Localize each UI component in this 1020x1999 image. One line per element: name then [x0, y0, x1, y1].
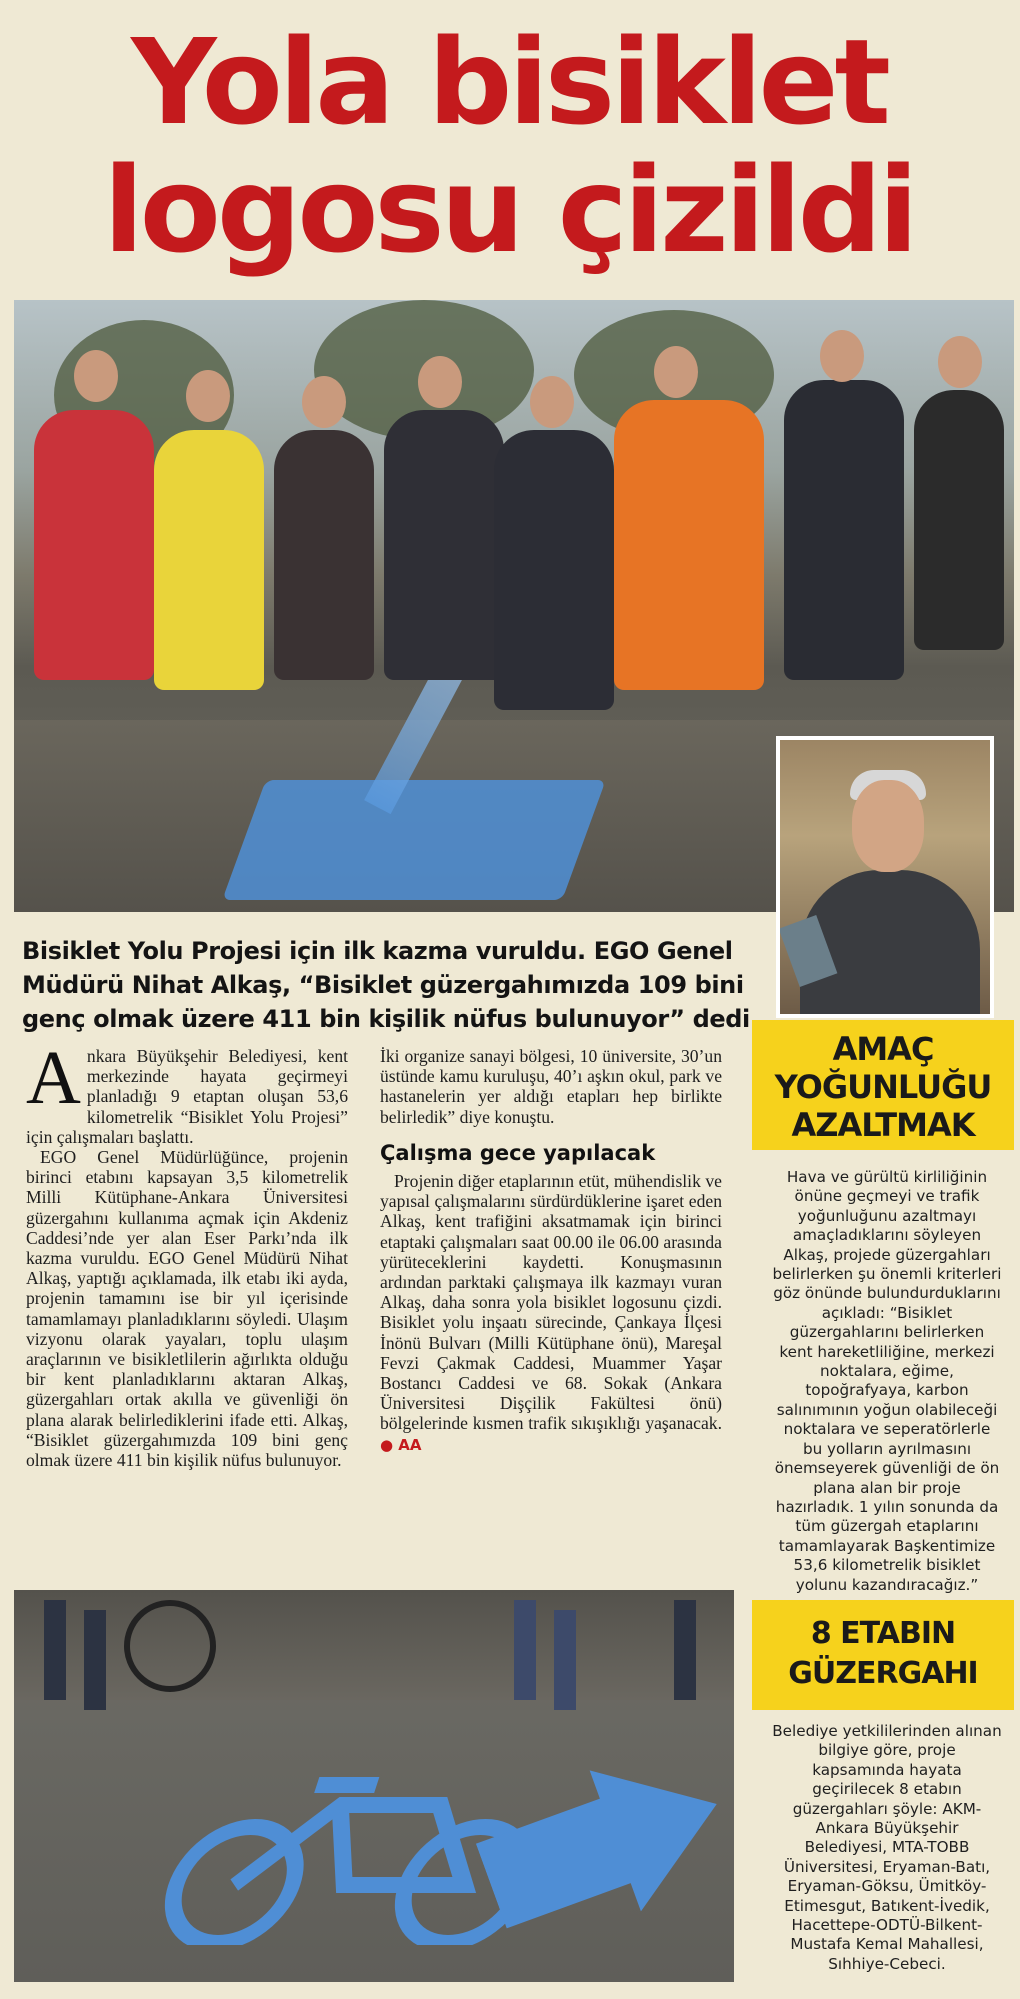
headline-line-2: logosu çizildi — [103, 141, 915, 279]
source-credit: ● AA — [380, 1435, 422, 1454]
bike-stencil — [222, 780, 606, 900]
sidebar-title-line: 8 ETABIN — [810, 1616, 956, 1651]
headline-line-1: Yola bisiklet — [131, 13, 887, 151]
sidebar-title-line: AMAÇ — [832, 1030, 934, 1068]
article-paragraph: Projenin diğer etaplarının etüt, mühendislik ve yapısal çalışmalarını sürdürdüklerine işaret eden Alkaş, kent trafiğini aksatmamak için birinci etaptaki çalışmaları saat 00.00 ile 06.00 arasında yürüteceklerini kaydetti. Konuşmasının ardından parktaki çalışmaya ilk kazmayı vuran Alkaş, daha sonra yola bisiklet logosunu çizdi. Bisiklet yolu inşaatı sürecinde, Çankaya İlçesi İnönü Bulvarı (Milli Kütüphane önü), Mareşal Fevzi Çakmak Caddesi, Muammer Yaşar Bostancı Caddesi ve 68. Sokak (Ankara Üniversitesi Dişçilik Fakültesi önü) bölgelerinde kısmen trafik sıkışıklığı yaşanacak. ● AA — [380, 1171, 722, 1454]
sidebar-title-line: YOĞUNLUĞU — [774, 1068, 992, 1106]
section-heading: Çalışma gece yapılacak — [380, 1140, 656, 1165]
sidebar-text-2: Belediye yetkililerinden alınan bilgiye göre, proje kapsamında hayata geçirilecek 8 etabın güzergahları şöyle: AKM-Ankara Büyükşehir Belediyesi, MTA-TOBB Üniversitesi, Eryaman-Batı, Eryaman-Göksu, Ümitköy-Etimesgut, Batıkent-İvedik, Hacettepe-ODTÜ-Bilkent-Mustafa Kemal Mahallesi, Sıhhiye-Cebeci. — [772, 1722, 1002, 1973]
dropcap: A — [26, 1036, 81, 1120]
sidebar-title-line: GÜZERGAHI — [788, 1656, 978, 1691]
sidebar-title-box-1 — [752, 1020, 1014, 1150]
sidebar-title-box-2 — [752, 1600, 1014, 1710]
article-column-2 — [380, 1046, 722, 1455]
subheadline: Bisiklet Yolu Projesi için ilk kazma vuruldu. EGO Genel Müdürü Nihat Alkaş, “Bisiklet güzergahımızda 109 bini genç olmak üzere 411 bin kişilik nüfus bulunuyor” dedi — [22, 937, 750, 1033]
article-paragraph: Ankara Büyükşehir Belediyesi, kent merkezinde hayata geçirmeyi planladığı 9 etaptan oluşan 53,6 kilometrelik “Bisiklet Yolu Projesi” için çalışmaları başlattı. — [26, 1036, 348, 1147]
bottom-photo — [14, 1590, 734, 1982]
article-paragraph: İki organize sanayi bölgesi, 10 üniversite, 30’un üstünde kamu kuruluşu, 40’ı aşkın okul, park ve hastanelerin yer aldığı etapları hep birlikte belirledik” diye konuştu. — [380, 1046, 722, 1127]
portrait-photo — [776, 736, 994, 1018]
sidebar-title-line: AZALTMAK — [791, 1106, 975, 1144]
article-column-1 — [26, 1036, 348, 1471]
article-paragraph: EGO Genel Müdürlüğünce, projenin birinci etabını kapsayan 3,5 kilometrelik Milli Kütüphane-Ankara Üniversitesi güzergahını kullanıma açmak için Akdeniz Caddesi’nde yer alan Eser Parkı’nda ilk kazma vuruldu. EGO Genel Müdürü Nihat Alkaş, yaptığı açıklamada, ilk etabı iki ayda, projenin tamamını ise bir yıl içerisinde tamamlamayı planladıklarını söyledi. Ulaşım vizyonu olarak yayaları, toplu ulaşım araçlarının ve bisikletlilerin ağırlıkta olduğu bir kent planladıklarını aktaran Alkaş, güzergahları ortak akılla ve güvenliği ön plana alarak belirlediklerini ifade etti. Alkaş, “Bisiklet güzergahımızda 109 bini genç olmak üzere 411 bin kişilik nüfus bulunuyor. — [26, 1147, 348, 1471]
sidebar-text-1: Hava ve gürültü kirliliğinin önüne geçmeyi ve trafik yoğunluğunu azaltmayı amaçladıklarını söyleyen Alkaş, projede güzergahları belirlerken şu önemli kriterleri göz önünde bulundurduklarını açıkladı: “Bisiklet güzergahlarını belirlerken kent hareketliliğine, merkezi noktalara, eğime, topoğrafyaya, karbon salınımının yoğun olabileceği noktalara ve seperatörlerle bu yolların ayrılmasını önemseyerek güvenliği de ön plana alan bir proje hazırladık. 1 yılın sonunda da tüm güzergah etaplarını tamamlayarak Başkentimize 53,6 kilometrelik bisiklet yolunu kazandıracağız.” — [772, 1168, 1002, 1594]
headline — [14, 13, 1004, 279]
